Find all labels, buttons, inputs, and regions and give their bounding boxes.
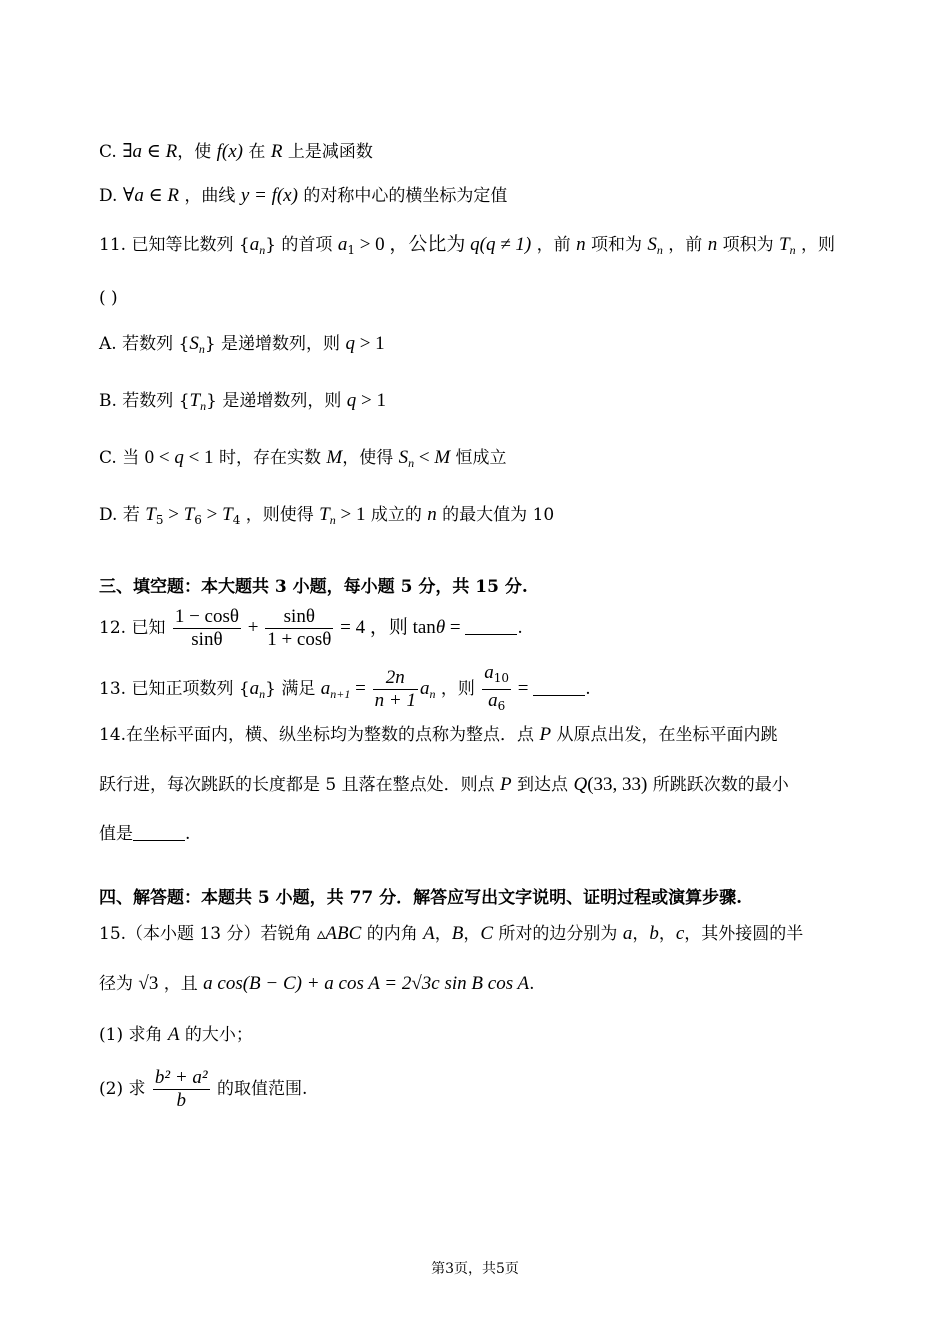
q11-answer-paren: ( ): [99, 288, 118, 308]
answer-blank[interactable]: [465, 616, 517, 635]
fraction: $\frac{a_{10}}{a_6}$: [484, 662, 510, 713]
fraction: $\frac{2n}{n + 1}$: [374, 667, 416, 711]
q15-part-2: (2) 求 $\frac{\text{b² + a²}}{b}$ 的取值范围.: [99, 1067, 308, 1111]
fraction: $\frac{1 - \cos\theta}{\sin\theta}$: [174, 606, 239, 650]
q11-option-b: B. 若数列 $\{T_n\}$ 是递增数列，则 q > 1: [99, 390, 386, 413]
q11-option-d: D. 若 $T_5 > T_6 > T_4$ ，则使得 $T_n > 1$ 成立的 n 的最大值为 10: [99, 504, 555, 527]
page-footer: 第3页，共5页: [431, 1261, 519, 1277]
q14-line-1: 14.在坐标平面内，横、纵坐标均为整数的点称为整点．点 P 从原点出发，在坐标平面内跳: [99, 724, 778, 745]
q10-option-d: D. ∀a ∈ R ，曲线 y = f(x) 的对称中心的横坐标为定值: [99, 185, 508, 206]
q15-line-1: 15.（本小题 13 分）若锐角 ▵ABC 的内角 A，B，C 所对的边分别为 a，b，c，其外接圆的半: [99, 923, 804, 944]
option-label: C.: [99, 142, 123, 162]
q11-option-c: C. 当 0 < q < 1 时，存在实数 M，使得 $S_n < M$ 恒成立: [99, 447, 507, 470]
q13: 13. 已知正项数列 $\{a_n\}$ 满足 $a_{n+1}$ = $\frac{2n}{n + 1}$ $a_n$ ，则 $\frac{a_{10}}{a_6}$ = .: [99, 662, 591, 717]
fraction: $\frac{\text{b² + a²}}{b}$: [154, 1067, 208, 1111]
fraction: $\frac{\sin\theta}{1 + \cos\theta}$: [267, 606, 332, 650]
q14-line-2: 跃行进，每次跳跃的长度都是 5 且落在整点处．则点 P 到达点 Q(33, 33) 所跳跃次数的最小: [99, 774, 789, 795]
section-3-heading: 三、填空题：本大题共 3 小题，每小题 5 分，共 15 分.: [99, 577, 528, 597]
section-4-heading: 四、解答题：本题共 5 小题，共 77 分．解答应写出文字说明、证明过程或演算步骤.: [99, 888, 743, 908]
question-number: 11.: [99, 235, 132, 255]
q12: 12. 已知 $\frac{1 - \cos\theta}{\sin\theta}$ + $\frac{\sin\theta}{1 + \cos\theta}$ = 4 ，则 tanθ = .: [99, 606, 523, 650]
answer-blank[interactable]: [533, 677, 585, 696]
q11-option-a: A. 若数列 $\{S_n\}$ 是递增数列，则 q > 1: [99, 333, 385, 356]
q10-option-c: C. ∃a ∈ R，使 f(x) 在 R 上是减函数: [99, 141, 373, 162]
option-label: D.: [99, 186, 123, 206]
answer-blank[interactable]: [133, 822, 185, 841]
q14-line-3: 值是 .: [99, 824, 191, 844]
q15-line-2: 径为 √3 ，且 a cos(B − C) + a cos A = 2√3c sin B cos A.: [99, 973, 535, 994]
q11-stem: 11. 已知等比数列 $\{a_n\}$ 的首项 $a_1 > 0$ ，公比为 q(q ≠ 1) ，前 n 项和为 $S_n$ ，前 n 项积为 $T_n$ ，则: [99, 234, 835, 257]
q15-part-1: (1) 求角 A 的大小；: [99, 1024, 253, 1045]
